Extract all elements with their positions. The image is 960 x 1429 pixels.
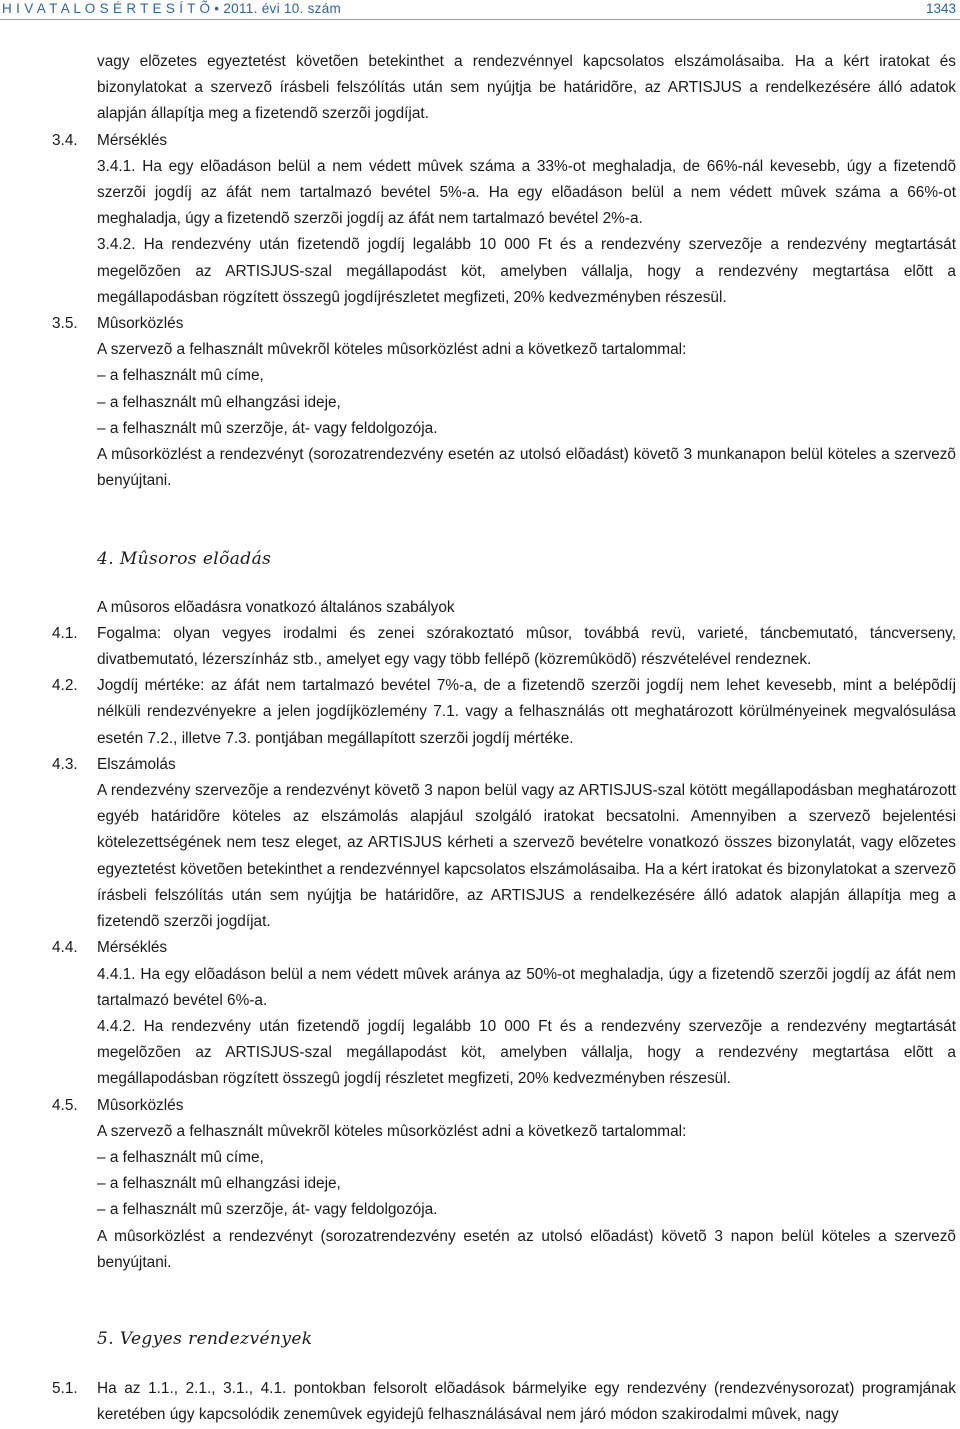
header-rule	[0, 19, 960, 20]
section-3-4-heading	[0, 128, 960, 154]
section-number: 4.2.	[52, 677, 78, 695]
clause-3-4-1: 3.4.1. Ha egy elõadáson belül a nem védett mûvek száma a 33%-ot meghaladja, de 66%-nál kevesebb, úgy a fizetendõ szerzõi jogdíj az áfát nem tartalmazó bevétel 5%-a. Ha egy elõadáson belül a nem védett mûvek száma a 66%-ot meghaladja, úgy a fizetendõ szerzõi jogdíj az áfát nem tartalmazó bevétel 2%-a.	[97, 157, 956, 228]
section-4-4-heading	[0, 935, 960, 961]
list-item: – a felhasznált mû szerzõje, át- vagy feldolgozója.	[97, 419, 438, 437]
section-text: Ha az 1.1., 2.1., 3.1., 4.1. pontokban felsorolt elõadások bármelyike egy rendezvény (rendezvénysorozat) programjának keretében úgy kapcsolódik zenemûvek egyidejû felhasználásával nem járó módon szakirodalmi mûvek, nagy	[97, 1380, 956, 1424]
paragraph: A mûsorközlést a rendezvényt (sorozatrendezvény esetén az utolsó elõadást) követõ 3 munkanapon belül köteles a szervezõ benyújtani.	[97, 446, 956, 490]
section-number: 3.5.	[52, 315, 78, 333]
section-4-5-heading	[0, 1093, 960, 1119]
section-number: 5.1.	[52, 1380, 78, 1398]
list-intro: A szervezõ a felhasznált mûvekrõl köteles mûsorközlést adni a következõ tartalommal:	[97, 1122, 687, 1140]
page-number: 1343	[925, 1, 956, 16]
page-body	[0, 49, 960, 1429]
journal-title: H I V A T A L O S É R T E S Í T Õ • 2011. évi 10. szám	[2, 1, 342, 16]
running-header	[0, 0, 960, 18]
list-item: – a felhasznált mû szerzõje, át- vagy feldolgozója.	[97, 1201, 438, 1219]
chapter-subtitle: A mûsoros elõadásra vonatkozó általános szabályok	[97, 598, 455, 616]
section-number: 3.4.	[52, 131, 78, 149]
section-4-2	[0, 673, 960, 752]
section-number: 4.5.	[52, 1096, 78, 1114]
section-text: Fogalma: olyan vegyes irodalmi és zenei szórakoztató mûsor, továbbá revü, varieté, táncbemutató, táncverseny, divatbemutató, lézerszínház stb., amelyet egy vagy több fellépõ (közremûködõ) részvételével rendeznek.	[97, 624, 956, 669]
clause-4-4-2: 4.4.2. Ha rendezvény után fizetendõ jogdíj legalább 10 000 Ft és a rendezvény szervezõje a rendezvény megtartását megelõzõen az ARTISJUS-szal megállapodást köt, amelyben vállalja, hogy a rendezvény megtartása elõtt a megállapodásban rögzített összegû jogdíj részletet megfizeti, 20% kedvezményben részesül.	[97, 1017, 956, 1088]
list-item: – a felhasznált mû címe,	[97, 1148, 264, 1166]
section-number: 4.3.	[52, 755, 78, 773]
section-text: Jogdíj mértéke: az áfát nem tartalmazó bevétel 7%-a, de a fizetendõ szerzõi jogdíj nem lehet kevesebb, mint a belépõdíj nélküli rendezvényekre a jelen jogdíjközlemény 7.1. vagy a felhasználás ott meghatározott körülményeinek megvalósulása esetén 7.2., illetve 7.3. pontjában megállapított szerzõi jogdíj mértéke.	[97, 677, 956, 747]
list-intro: A szervezõ a felhasznált mûvekrõl köteles mûsorközlést adni a következõ tartalommal:	[97, 341, 687, 359]
section-title: Elszámolás	[97, 755, 176, 773]
chapter-4-title: 4. Mûsoros elõadás	[97, 549, 272, 570]
section-title: Mérséklés	[97, 939, 168, 957]
clause-4-4-1: 4.4.1. Ha egy elõadáson belül a nem védett mûvek aránya az 50%-ot meghaladja, úgy a fizetendõ szerzõi jogdíj az áfát nem tartalmazó bevétel 6%-a.	[97, 965, 956, 1009]
section-title: Mûsorközlés	[97, 1096, 184, 1114]
section-5-1	[0, 1376, 960, 1428]
section-number: 4.4.	[52, 939, 78, 957]
paragraph-continuation: vagy elõzetes egyeztetést követõen betekinthet a rendezvénnyel kapcsolatos elszámolásaiba. Ha a kért iratokat és bizonylatokat a szervezõ írásbeli felszólítás után sem nyújtja be határidõre, az ARTISJUS a rendelkezésére álló adatok alapján állapítja meg a fizetendõ szerzõi jogdíjat.	[97, 53, 956, 123]
section-title: Mûsorközlés	[97, 315, 184, 333]
section-number: 4.1.	[52, 624, 78, 642]
section-title: Mérséklés	[97, 131, 168, 149]
list-item: – a felhasznált mû elhangzási ideje,	[97, 393, 341, 411]
paragraph: A mûsorközlést a rendezvényt (sorozatrendezvény esetén az utolsó elõadást) követõ 3 napon belül köteles a szervezõ benyújtani.	[97, 1227, 956, 1271]
list-item: – a felhasznált mû címe,	[97, 367, 264, 385]
section-4-3-heading	[0, 752, 960, 778]
chapter-5-title: 5. Vegyes rendezvények	[97, 1328, 313, 1349]
clause-3-4-2: 3.4.2. Ha rendezvény után fizetendõ jogdíj legalább 10 000 Ft és a rendezvény szervezõje a rendezvény megtartását megelõzõen az ARTISJUS-szal megállapodást köt, amelyben vállalja, hogy a rendezvény megtartása elõtt a megállapodásban rögzített összegû jogdíjrészletet megfizeti, 20% kedvezményben részesül.	[97, 236, 956, 306]
section-3-5-heading	[0, 311, 960, 337]
section-4-1	[0, 621, 960, 673]
list-item: – a felhasznált mû elhangzási ideje,	[97, 1175, 341, 1193]
paragraph: A rendezvény szervezõje a rendezvényt követõ 3 napon belül vagy az ARTISJUS-szal kötött megállapodásban meghatározott egyéb határidõre köteles az elszámolás alapjául szolgáló iratokat becsatolni. Amennyiben a szervezõ bejelentési kötelezettségének nem tesz eleget, az ARTISJUS kérheti a szervezõ bevételre vonatkozó összes bizonylatát, vagy elõzetes egyeztetést követõen betekinthet a rendezvénnyel kapcsolatos elszámolásaiba. Ha a kért iratokat és bizonylatokat a szervezõ írásbeli felszólítás után sem nyújtja be határidõre, az ARTISJUS a rendelkezésére álló adatok alapján állapítja meg a fizetendõ szerzõi jogdíjat.	[97, 782, 956, 931]
